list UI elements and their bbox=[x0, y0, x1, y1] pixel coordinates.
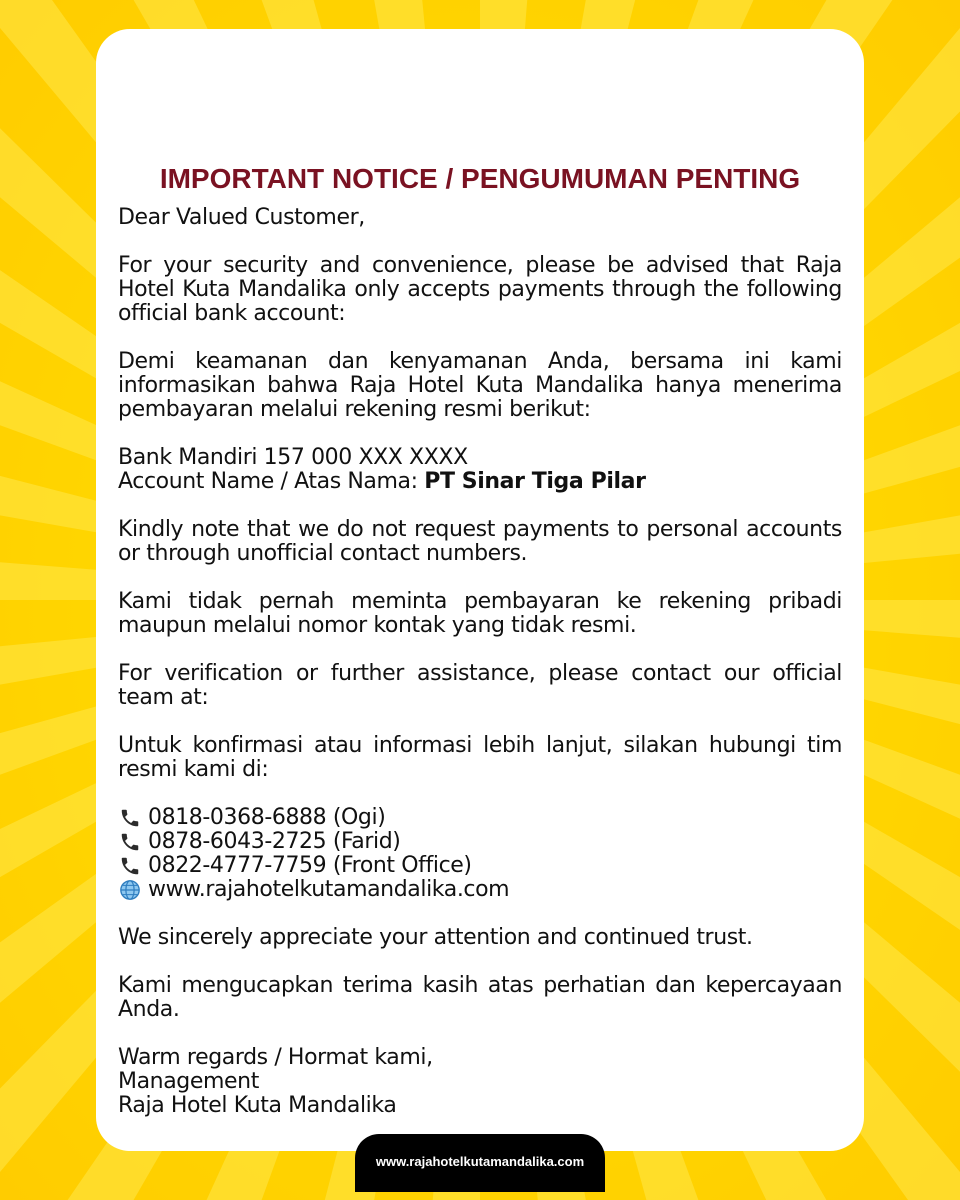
thanks-en: We sincerely appreciate your attention and continued trust. bbox=[118, 925, 753, 950]
intro-en: For your security and convenience, please be advised that Raja Hotel Kuta Mandalika only accepts payments through the following official bank account: bbox=[118, 253, 842, 326]
note-en: Kindly note that we do not request payments to personal accounts or through unofficial contact numbers. bbox=[118, 517, 842, 566]
phone-icon bbox=[118, 806, 142, 830]
signature bbox=[118, 1046, 842, 1118]
signature-regards: Warm regards / Hormat kami, bbox=[118, 1045, 433, 1070]
footer-website-link[interactable]: www.rajahotelkutamandalika.com bbox=[355, 1134, 605, 1192]
notice-title: IMPORTANT NOTICE / PENGUMUMAN PENTING bbox=[159, 163, 801, 194]
notice-body bbox=[118, 206, 842, 1142]
contact-list bbox=[118, 806, 842, 902]
note-id: Kami tidak pernah meminta pembayaran ke rekening pribadi maupun melalui nomor kontak yang tidak resmi. bbox=[118, 589, 842, 638]
bank-line: Bank Mandiri 157 000 XXX XXXX bbox=[118, 445, 468, 470]
website-link[interactable]: www.rajahotelkutamandalika.com bbox=[148, 877, 510, 902]
account-name: PT Sinar Tiga Pilar bbox=[424, 469, 646, 494]
contact-item bbox=[118, 806, 842, 830]
contact-item bbox=[118, 830, 842, 854]
globe-icon bbox=[118, 878, 142, 902]
verify-id: Untuk konfirmasi atau informasi lebih lanjut, silakan hubungi tim resmi kami di: bbox=[118, 733, 842, 782]
phone-icon bbox=[118, 854, 142, 878]
verify-en: For verification or further assistance, please contact our official team at: bbox=[118, 661, 842, 710]
account-label: Account Name / Atas Nama: bbox=[118, 469, 425, 494]
contact-text: 0878-6043-2725 (Farid) bbox=[148, 829, 401, 854]
contact-text: 0818-0368-6888 (Ogi) bbox=[148, 805, 386, 830]
signature-hotel: Raja Hotel Kuta Mandalika bbox=[118, 1093, 397, 1118]
greeting: Dear Valued Customer, bbox=[118, 205, 365, 230]
bank-details bbox=[118, 446, 842, 494]
phone-icon bbox=[118, 830, 142, 854]
contact-item bbox=[118, 854, 842, 878]
signature-management: Management bbox=[118, 1069, 259, 1094]
intro-id: Demi keamanan dan kenyamanan Anda, bersama ini kami informasikan bahwa Raja Hotel Kuta Mandalika hanya menerima pembayaran melalui rekening resmi berikut: bbox=[118, 349, 842, 422]
contact-text: 0822-4777-7759 (Front Office) bbox=[148, 853, 472, 878]
thanks-id: Kami mengucapkan terima kasih atas perhatian dan kepercayaan Anda. bbox=[118, 973, 842, 1022]
contact-item bbox=[118, 878, 842, 902]
